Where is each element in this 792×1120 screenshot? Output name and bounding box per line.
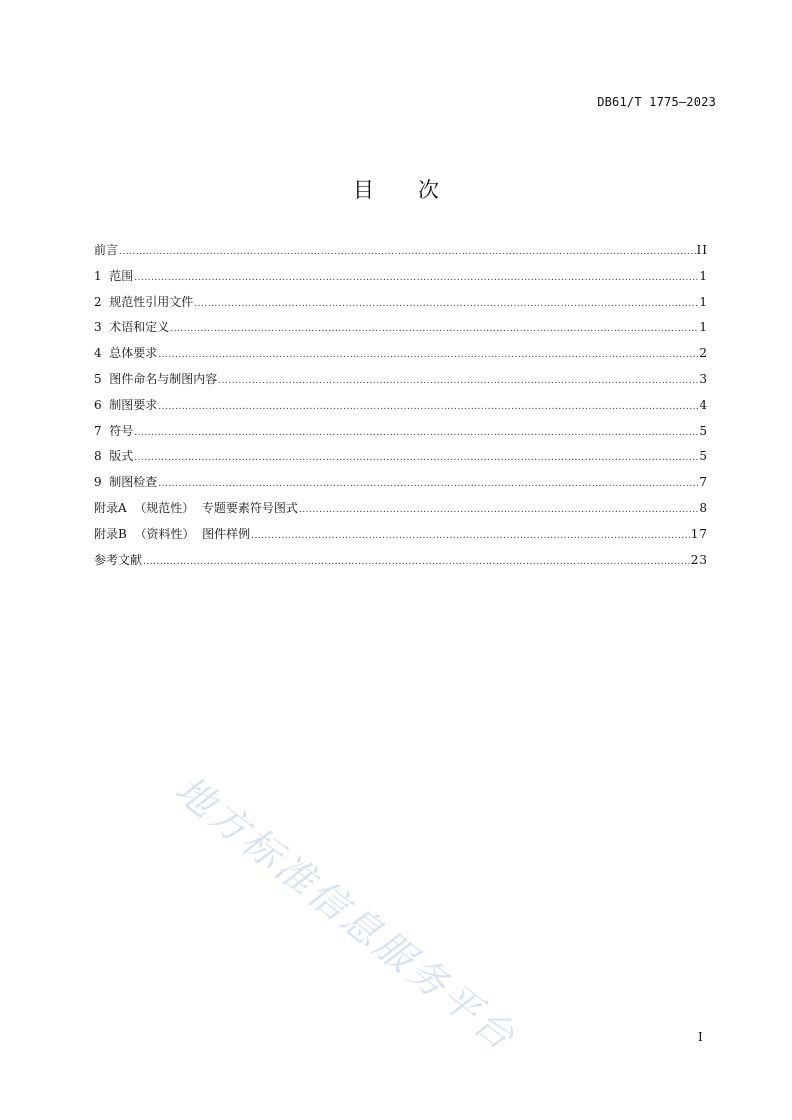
toc-entry-label: 8 版式 (94, 449, 134, 464)
toc-entry[interactable] (94, 341, 708, 367)
toc-leader-dots (170, 317, 698, 343)
toc-entry-page: 3 (699, 371, 708, 386)
toc-leader-dots (158, 472, 698, 498)
toc-entry-label: 附录B （资料性） 图件样例 (94, 526, 251, 541)
watermark: 地方标准信息服务平台 (167, 767, 526, 1061)
toc-leader-dots (218, 369, 698, 395)
toc-entry[interactable] (94, 393, 708, 419)
toc-entry-page: 7 (699, 475, 708, 490)
table-of-contents (94, 238, 708, 573)
toc-entry-label: 前言 (94, 243, 119, 257)
toc-entry-label: 参考文献 (94, 552, 143, 567)
toc-entry-page: 1 (699, 294, 708, 309)
toc-entry[interactable] (94, 238, 708, 264)
toc-entry-label: 5 图件命名与制图内容 (94, 371, 218, 386)
toc-entry-label: 4 总体要求 (94, 346, 158, 361)
page-number: I (698, 1030, 703, 1044)
toc-leader-dots (134, 421, 698, 447)
toc-entry-page: 8 (699, 500, 708, 515)
toc-leader-dots (143, 550, 690, 576)
toc-leader-dots (158, 395, 698, 421)
toc-entry-label: 附录A （规范性） 专题要素符号图式 (94, 500, 298, 515)
toc-entry[interactable] (94, 315, 708, 341)
toc-entry-label: 9 制图检查 (94, 475, 158, 490)
toc-leader-dots (158, 343, 698, 369)
toc-entry-label: 2 规范性引用文件 (94, 294, 194, 309)
toc-entry-label: 6 制图要求 (94, 397, 158, 412)
toc-entry[interactable] (94, 496, 708, 522)
toc-leader-dots (134, 266, 698, 292)
toc-entry-label: 3 术语和定义 (94, 320, 170, 335)
toc-entry[interactable] (94, 264, 708, 290)
toc-entry-page: 17 (690, 526, 708, 541)
toc-leader-dots (119, 240, 696, 266)
toc-title: 目次 (353, 178, 483, 202)
toc-entry[interactable] (94, 290, 708, 316)
toc-entry-page: II (696, 243, 708, 257)
toc-entry-page: 5 (699, 449, 708, 464)
toc-entry-page: 5 (699, 423, 708, 438)
toc-entry-label: 1 范围 (94, 268, 134, 283)
toc-entry-page: 1 (699, 268, 708, 283)
toc-entry[interactable] (94, 367, 708, 393)
toc-entry-label: 7 符号 (94, 423, 134, 438)
toc-entry[interactable] (94, 444, 708, 470)
toc-entry[interactable] (94, 548, 708, 574)
toc-leader-dots (134, 446, 698, 472)
toc-entry-page: 2 (699, 346, 708, 361)
document-code: DB61/T 1775—2023 (597, 95, 716, 109)
toc-entry-page: 23 (690, 552, 708, 567)
toc-entry-page: 1 (699, 320, 708, 335)
toc-leader-dots (299, 498, 698, 524)
toc-entry[interactable] (94, 419, 708, 445)
toc-entry[interactable] (94, 522, 708, 548)
toc-entry[interactable] (94, 470, 708, 496)
toc-entry-page: 4 (699, 397, 708, 412)
toc-leader-dots (251, 524, 690, 550)
toc-leader-dots (194, 292, 698, 318)
